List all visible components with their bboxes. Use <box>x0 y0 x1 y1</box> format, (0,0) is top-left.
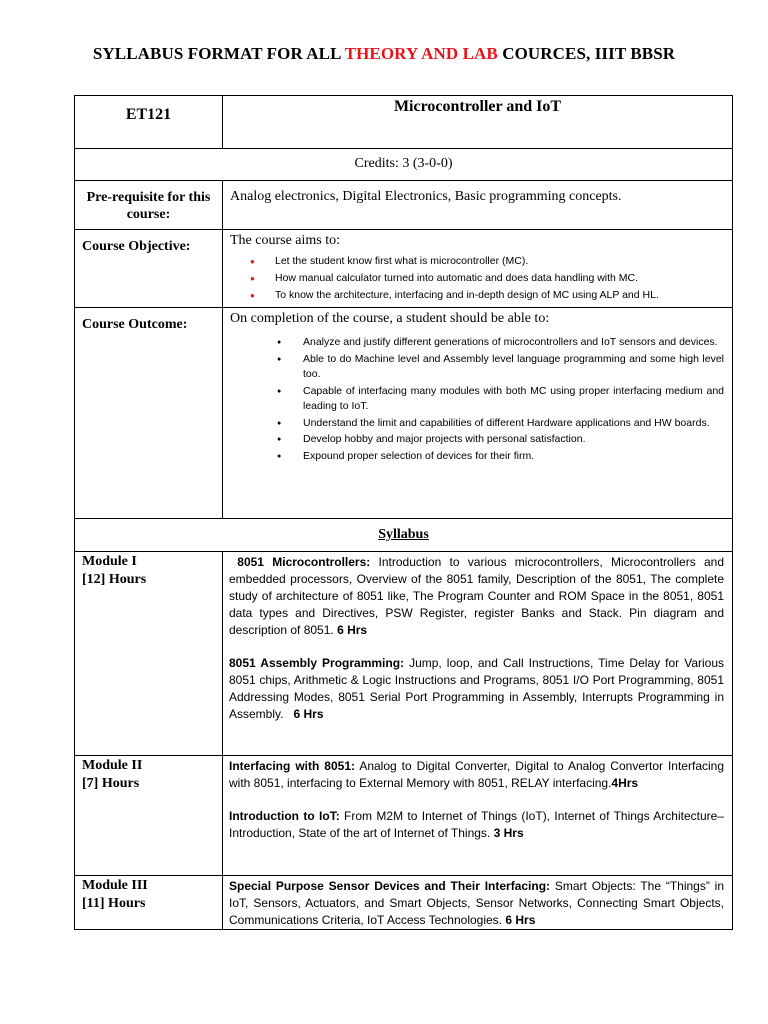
module-label-cell <box>75 552 223 756</box>
module-content-cell <box>223 876 733 930</box>
module-label-cell <box>75 756 223 876</box>
module-label <box>75 756 222 793</box>
prerequisite-value-cell <box>223 181 733 230</box>
module-name: Module III <box>82 878 148 893</box>
module-label <box>75 552 222 589</box>
course-name-cell <box>223 96 733 149</box>
course-code-cell <box>75 96 223 149</box>
topic-title: Introduction to IoT: <box>229 809 340 823</box>
topic-hours: 6 Hrs <box>293 707 324 721</box>
module-row <box>75 876 733 930</box>
module-hours: [12] Hours <box>82 572 147 587</box>
topic-text: Jump, loop, and Call Instructions, Time Delay for Various 8051 chips, Arithmetic & Logic Instructions and Programs, 8051 I/O Port Programming, 8051 Addressing Modes, 8051 Serial Port Programming in Assembly, Interrupts Programming in Assembly. <box>229 656 725 721</box>
topic-title: Interfacing with 8051: <box>229 759 355 773</box>
title-part-1: SYLLABUS FORMAT FOR ALL <box>92 44 345 63</box>
module-row <box>75 552 733 756</box>
module-topic <box>229 655 724 723</box>
course-header-row <box>75 96 733 149</box>
syllabus-table <box>74 95 733 930</box>
page-title <box>0 44 768 64</box>
title-highlight: THEORY AND LAB <box>344 44 498 63</box>
module-row <box>75 756 733 876</box>
prerequisite-label-cell <box>75 181 223 230</box>
module-name: Module II <box>82 758 143 773</box>
module-content <box>223 552 732 723</box>
topic-title: 8051 Assembly Programming: <box>229 656 405 670</box>
module-content-cell <box>223 552 733 756</box>
outcome-item: ● Able to do Machine level and Assembly level language programming and some high level too. <box>303 352 724 383</box>
outcome-item: ● Capable of interfacing many modules with both MC using proper interfacing medium and leading to IoT. <box>303 384 724 415</box>
topic-text: From M2M to Internet of Things (IoT), Internet of Things Architecture– Introduction, State of the art of Internet of Things. <box>229 809 724 840</box>
credits: Credits: 3 (3-0-0) <box>354 156 453 171</box>
topic-hours: 4Hrs <box>611 776 639 790</box>
topic-text: Smart Objects: The “Things” in IoT, Sensors, Actuators, and Smart Objects, Sensor Networks, Connecting Smart Objects, Communications Criteria, IoT Access Technologies. <box>229 879 724 927</box>
syllabus-heading-cell <box>75 519 733 552</box>
topic-text: Analog to Digital Converter, Digital to Analog Convertor Interfacing with 8051, interfacing to External Memory with 8051, RELAY interfacing. <box>229 759 725 790</box>
objective-list <box>223 253 732 304</box>
module-hours: [11] Hours <box>82 896 146 911</box>
topic-title: 8051 Microcontrollers: <box>237 555 371 569</box>
topic-title: Special Purpose Sensor Devices and Their Interfacing: <box>229 879 551 893</box>
topic-hours: 6 Hrs <box>337 623 368 637</box>
syllabus-heading: Syllabus <box>378 527 429 542</box>
outcome-item: ● Develop hobby and major projects with personal satisfaction. <box>303 432 724 448</box>
module-topic <box>229 878 724 929</box>
module-topic <box>229 554 724 639</box>
topic-hours: 6 Hrs <box>505 913 536 927</box>
module-label-cell <box>75 876 223 930</box>
prerequisite-label: Pre-requisite for this course: <box>86 190 211 222</box>
objective-label-cell <box>75 230 223 308</box>
credits-row <box>75 149 733 181</box>
objective-intro: The course aims to: <box>230 233 341 248</box>
module-content-cell <box>223 756 733 876</box>
outcome-item: ● Understand the limit and capabilities of different Hardware applications and HW boards. <box>303 416 724 432</box>
outcome-label: Course Outcome: <box>82 317 188 332</box>
prerequisite-row <box>75 181 733 230</box>
syllabus-heading-row <box>75 519 733 552</box>
title-part-2: COURCES, IIIT BBSR <box>497 44 676 63</box>
objective-item: ● Let the student know first what is microcontroller (MC). <box>275 253 732 270</box>
outcome-intro: On completion of the course, a student should be able to: <box>230 311 550 326</box>
module-hours: [7] Hours <box>82 776 140 791</box>
course-code: ET121 <box>125 106 172 123</box>
course-name: Microcontroller and IoT <box>393 98 562 115</box>
module-topic <box>229 758 724 792</box>
topic-text: Introduction to various microcontrollers, Microcontrollers and embedded processors, Overview of the 8051 family, Description of the 8051, The complete study of architecture of 8051 like, The Program Counter and ROM Space in the 8051, 8051 data types and Directives, PSW Register, register Banks and Stack. Pin diagram and description of 8051. <box>229 555 724 637</box>
outcome-item: ● Expound proper selection of devices for their firm. <box>303 449 724 465</box>
outcome-item: ● Analyze and justify different generations of microcontrollers and IoT sensors and devices. <box>303 335 724 351</box>
objective-label: Course Objective: <box>82 239 191 254</box>
outcome-list <box>223 335 732 464</box>
objective-item: ● How manual calculator turned into automatic and does data handling with MC. <box>275 270 732 287</box>
module-label <box>75 876 222 913</box>
objective-content-cell <box>223 230 733 308</box>
module-topic <box>229 808 724 842</box>
outcome-label-cell <box>75 308 223 519</box>
prerequisite-value: Analog electronics, Digital Electronics, Basic programming concepts. <box>230 189 622 204</box>
outcome-content-cell <box>223 308 733 519</box>
outcome-row <box>75 308 733 519</box>
topic-hours: 3 Hrs <box>493 826 524 840</box>
credits-cell <box>75 149 733 181</box>
module-content <box>223 756 732 842</box>
module-content <box>223 876 732 929</box>
module-name: Module I <box>82 554 137 569</box>
objective-item: ● To know the architecture, interfacing and in-depth design of MC using ALP and HL. <box>275 287 732 304</box>
objective-row <box>75 230 733 308</box>
